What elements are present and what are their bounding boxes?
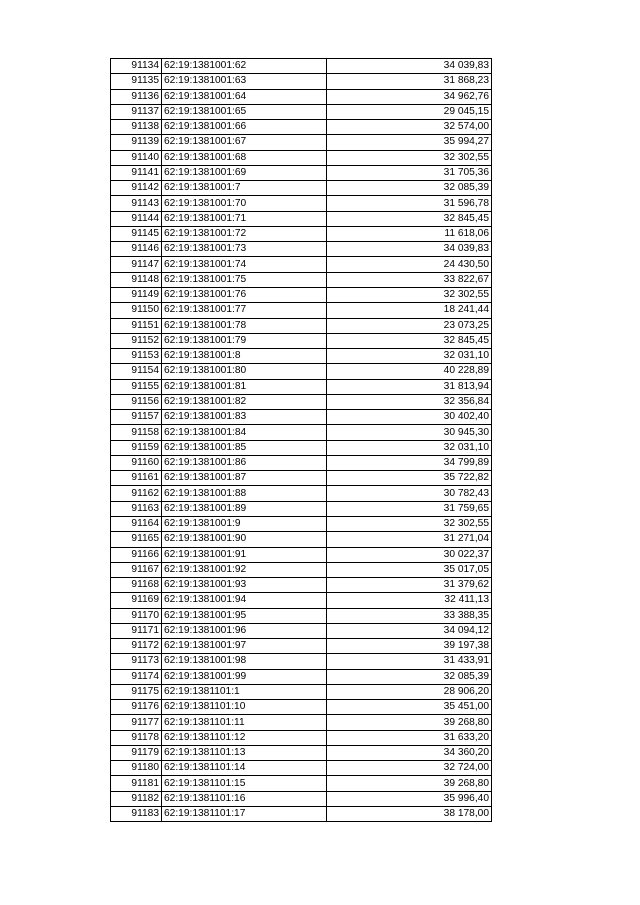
row-number-cell: 91167 xyxy=(111,562,162,577)
cadastral-number-cell: 62:19:1381001:85 xyxy=(162,440,327,455)
table-row xyxy=(111,669,492,684)
row-number-cell: 91159 xyxy=(111,440,162,455)
cadastral-number-cell: 62:19:1381001:92 xyxy=(162,562,327,577)
row-number-cell: 91181 xyxy=(111,776,162,791)
cadastral-value-cell: 29 045,15 xyxy=(327,104,492,119)
cadastral-value-cell: 32 085,39 xyxy=(327,181,492,196)
cadastral-value-cell: 32 031,10 xyxy=(327,349,492,364)
cadastral-value-cell: 30 945,30 xyxy=(327,425,492,440)
cadastral-number-cell: 62:19:1381001:7 xyxy=(162,181,327,196)
row-number-cell: 91163 xyxy=(111,501,162,516)
cadastral-value-cell: 31 868,23 xyxy=(327,74,492,89)
row-number-cell: 91150 xyxy=(111,303,162,318)
cadastral-value-cell: 32 411,13 xyxy=(327,593,492,608)
table-row xyxy=(111,135,492,150)
row-number-cell: 91171 xyxy=(111,623,162,638)
cadastral-value-cell: 31 433,91 xyxy=(327,654,492,669)
row-number-cell: 91174 xyxy=(111,669,162,684)
table-row xyxy=(111,410,492,425)
table-row xyxy=(111,150,492,165)
row-number-cell: 91148 xyxy=(111,272,162,287)
table-row xyxy=(111,471,492,486)
cadastral-number-cell: 62:19:1381001:83 xyxy=(162,410,327,425)
cadastral-number-cell: 62:19:1381101:1 xyxy=(162,684,327,699)
cadastral-value-cell: 32 302,55 xyxy=(327,150,492,165)
row-number-cell: 91152 xyxy=(111,333,162,348)
table-row xyxy=(111,562,492,577)
table-row xyxy=(111,196,492,211)
cadastral-number-cell: 62:19:1381001:74 xyxy=(162,257,327,272)
cadastral-number-cell: 62:19:1381001:66 xyxy=(162,120,327,135)
table-row xyxy=(111,211,492,226)
cadastral-number-cell: 62:19:1381001:71 xyxy=(162,211,327,226)
cadastral-value-cell: 35 996,40 xyxy=(327,791,492,806)
table-row xyxy=(111,684,492,699)
table-row xyxy=(111,181,492,196)
cadastral-number-cell: 62:19:1381101:17 xyxy=(162,807,327,822)
cadastral-number-cell: 62:19:1381001:63 xyxy=(162,74,327,89)
cadastral-number-cell: 62:19:1381001:78 xyxy=(162,318,327,333)
row-number-cell: 91173 xyxy=(111,654,162,669)
cadastral-number-cell: 62:19:1381001:72 xyxy=(162,226,327,241)
cadastral-value-cell: 39 268,80 xyxy=(327,715,492,730)
table-row xyxy=(111,715,492,730)
row-number-cell: 91178 xyxy=(111,730,162,745)
table-row xyxy=(111,593,492,608)
row-number-cell: 91149 xyxy=(111,287,162,302)
row-number-cell: 91154 xyxy=(111,364,162,379)
table-row xyxy=(111,791,492,806)
cadastral-value-cell: 33 822,67 xyxy=(327,272,492,287)
row-number-cell: 91142 xyxy=(111,181,162,196)
table-row xyxy=(111,654,492,669)
cadastral-number-cell: 62:19:1381001:76 xyxy=(162,287,327,302)
row-number-cell: 91146 xyxy=(111,242,162,257)
row-number-cell: 91177 xyxy=(111,715,162,730)
cadastral-number-cell: 62:19:1381101:10 xyxy=(162,700,327,715)
cadastral-number-cell: 62:19:1381001:62 xyxy=(162,59,327,74)
row-number-cell: 91169 xyxy=(111,593,162,608)
table-row xyxy=(111,272,492,287)
table-row xyxy=(111,501,492,516)
cadastral-value-cell: 28 906,20 xyxy=(327,684,492,699)
cadastral-value-cell: 32 356,84 xyxy=(327,394,492,409)
cadastral-number-cell: 62:19:1381001:77 xyxy=(162,303,327,318)
cadastral-value-cell: 38 178,00 xyxy=(327,807,492,822)
cadastral-value-cell: 34 094,12 xyxy=(327,623,492,638)
cadastral-number-cell: 62:19:1381001:8 xyxy=(162,349,327,364)
cadastral-number-cell: 62:19:1381001:95 xyxy=(162,608,327,623)
row-number-cell: 91143 xyxy=(111,196,162,211)
table-row xyxy=(111,532,492,547)
cadastral-value-cell: 32 845,45 xyxy=(327,211,492,226)
table-row xyxy=(111,318,492,333)
cadastral-value-cell: 32 302,55 xyxy=(327,287,492,302)
cadastral-value-cell: 30 022,37 xyxy=(327,547,492,562)
table-row xyxy=(111,242,492,257)
table-row xyxy=(111,730,492,745)
cadastral-number-cell: 62:19:1381001:79 xyxy=(162,333,327,348)
cadastral-value-cell: 35 722,82 xyxy=(327,471,492,486)
cadastral-value-cell: 40 228,89 xyxy=(327,364,492,379)
cadastral-value-cell: 34 039,83 xyxy=(327,242,492,257)
row-number-cell: 91166 xyxy=(111,547,162,562)
cadastral-number-cell: 62:19:1381001:68 xyxy=(162,150,327,165)
cadastral-value-cell: 31 813,94 xyxy=(327,379,492,394)
row-number-cell: 91153 xyxy=(111,349,162,364)
row-number-cell: 91137 xyxy=(111,104,162,119)
cadastral-value-cell: 35 451,00 xyxy=(327,700,492,715)
cadastral-number-cell: 62:19:1381001:73 xyxy=(162,242,327,257)
table-row xyxy=(111,547,492,562)
table-row xyxy=(111,226,492,241)
cadastral-number-cell: 62:19:1381101:16 xyxy=(162,791,327,806)
cadastral-value-cell: 31 271,04 xyxy=(327,532,492,547)
row-number-cell: 91155 xyxy=(111,379,162,394)
cadastral-value-table xyxy=(110,58,492,822)
cadastral-number-cell: 62:19:1381001:9 xyxy=(162,516,327,531)
cadastral-value-cell: 34 799,89 xyxy=(327,455,492,470)
row-number-cell: 91135 xyxy=(111,74,162,89)
cadastral-number-cell: 62:19:1381001:70 xyxy=(162,196,327,211)
cadastral-value-cell: 32 085,39 xyxy=(327,669,492,684)
table-row xyxy=(111,440,492,455)
cadastral-number-cell: 62:19:1381101:14 xyxy=(162,761,327,776)
cadastral-number-cell: 62:19:1381001:88 xyxy=(162,486,327,501)
cadastral-value-cell: 35 994,27 xyxy=(327,135,492,150)
cadastral-value-cell: 23 073,25 xyxy=(327,318,492,333)
row-number-cell: 91141 xyxy=(111,165,162,180)
row-number-cell: 91134 xyxy=(111,59,162,74)
cadastral-number-cell: 62:19:1381101:15 xyxy=(162,776,327,791)
cadastral-value-cell: 34 039,83 xyxy=(327,59,492,74)
table-row xyxy=(111,287,492,302)
table-row xyxy=(111,486,492,501)
cadastral-number-cell: 62:19:1381001:98 xyxy=(162,654,327,669)
cadastral-number-cell: 62:19:1381001:81 xyxy=(162,379,327,394)
row-number-cell: 91136 xyxy=(111,89,162,104)
cadastral-number-cell: 62:19:1381001:89 xyxy=(162,501,327,516)
cadastral-number-cell: 62:19:1381001:69 xyxy=(162,165,327,180)
table-row xyxy=(111,120,492,135)
cadastral-number-cell: 62:19:1381001:87 xyxy=(162,471,327,486)
table-row xyxy=(111,74,492,89)
row-number-cell: 91164 xyxy=(111,516,162,531)
row-number-cell: 91147 xyxy=(111,257,162,272)
table-row xyxy=(111,349,492,364)
cadastral-number-cell: 62:19:1381101:11 xyxy=(162,715,327,730)
cadastral-value-cell: 30 402,40 xyxy=(327,410,492,425)
row-number-cell: 91183 xyxy=(111,807,162,822)
cadastral-value-cell: 32 031,10 xyxy=(327,440,492,455)
cadastral-number-cell: 62:19:1381001:94 xyxy=(162,593,327,608)
table-row xyxy=(111,165,492,180)
cadastral-number-cell: 62:19:1381001:64 xyxy=(162,89,327,104)
row-number-cell: 91175 xyxy=(111,684,162,699)
cadastral-number-cell: 62:19:1381001:90 xyxy=(162,532,327,547)
cadastral-value-cell: 24 430,50 xyxy=(327,257,492,272)
cadastral-value-cell: 39 197,38 xyxy=(327,639,492,654)
table-row xyxy=(111,303,492,318)
cadastral-value-cell: 35 017,05 xyxy=(327,562,492,577)
cadastral-value-cell: 34 360,20 xyxy=(327,745,492,760)
table-row xyxy=(111,776,492,791)
table-body xyxy=(111,59,492,822)
table-row xyxy=(111,333,492,348)
cadastral-value-cell: 32 845,45 xyxy=(327,333,492,348)
table-row xyxy=(111,639,492,654)
row-number-cell: 91182 xyxy=(111,791,162,806)
cadastral-value-cell: 31 705,36 xyxy=(327,165,492,180)
cadastral-value-cell: 18 241,44 xyxy=(327,303,492,318)
table-row xyxy=(111,745,492,760)
cadastral-value-cell: 32 302,55 xyxy=(327,516,492,531)
row-number-cell: 91180 xyxy=(111,761,162,776)
cadastral-number-cell: 62:19:1381101:12 xyxy=(162,730,327,745)
table-row xyxy=(111,89,492,104)
cadastral-value-cell: 32 574,00 xyxy=(327,120,492,135)
cadastral-value-cell: 34 962,76 xyxy=(327,89,492,104)
table-row xyxy=(111,623,492,638)
cadastral-value-cell: 31 633,20 xyxy=(327,730,492,745)
table-row xyxy=(111,700,492,715)
cadastral-number-cell: 62:19:1381101:13 xyxy=(162,745,327,760)
row-number-cell: 91176 xyxy=(111,700,162,715)
cadastral-number-cell: 62:19:1381001:91 xyxy=(162,547,327,562)
cadastral-number-cell: 62:19:1381001:86 xyxy=(162,455,327,470)
row-number-cell: 91151 xyxy=(111,318,162,333)
row-number-cell: 91179 xyxy=(111,745,162,760)
cadastral-number-cell: 62:19:1381001:67 xyxy=(162,135,327,150)
row-number-cell: 91140 xyxy=(111,150,162,165)
row-number-cell: 91145 xyxy=(111,226,162,241)
row-number-cell: 91170 xyxy=(111,608,162,623)
table-row xyxy=(111,608,492,623)
cadastral-number-cell: 62:19:1381001:99 xyxy=(162,669,327,684)
row-number-cell: 91160 xyxy=(111,455,162,470)
cadastral-number-cell: 62:19:1381001:80 xyxy=(162,364,327,379)
table-row xyxy=(111,59,492,74)
cadastral-number-cell: 62:19:1381001:82 xyxy=(162,394,327,409)
cadastral-number-cell: 62:19:1381001:75 xyxy=(162,272,327,287)
row-number-cell: 91158 xyxy=(111,425,162,440)
row-number-cell: 91165 xyxy=(111,532,162,547)
table-row xyxy=(111,761,492,776)
row-number-cell: 91156 xyxy=(111,394,162,409)
row-number-cell: 91157 xyxy=(111,410,162,425)
row-number-cell: 91168 xyxy=(111,578,162,593)
row-number-cell: 91162 xyxy=(111,486,162,501)
table-row xyxy=(111,516,492,531)
cadastral-value-cell: 11 618,06 xyxy=(327,226,492,241)
table-row xyxy=(111,364,492,379)
cadastral-number-cell: 62:19:1381001:97 xyxy=(162,639,327,654)
table-row xyxy=(111,425,492,440)
row-number-cell: 91172 xyxy=(111,639,162,654)
cadastral-value-cell: 30 782,43 xyxy=(327,486,492,501)
table-row xyxy=(111,394,492,409)
cadastral-value-cell: 32 724,00 xyxy=(327,761,492,776)
table-row xyxy=(111,807,492,822)
cadastral-value-cell: 31 596,78 xyxy=(327,196,492,211)
cadastral-number-cell: 62:19:1381001:65 xyxy=(162,104,327,119)
cadastral-value-cell: 31 379,62 xyxy=(327,578,492,593)
cadastral-number-cell: 62:19:1381001:84 xyxy=(162,425,327,440)
row-number-cell: 91144 xyxy=(111,211,162,226)
table-row xyxy=(111,257,492,272)
cadastral-value-cell: 33 388,35 xyxy=(327,608,492,623)
cadastral-value-cell: 31 759,65 xyxy=(327,501,492,516)
cadastral-value-cell: 39 268,80 xyxy=(327,776,492,791)
table-row xyxy=(111,578,492,593)
cadastral-number-cell: 62:19:1381001:93 xyxy=(162,578,327,593)
row-number-cell: 91139 xyxy=(111,135,162,150)
row-number-cell: 91161 xyxy=(111,471,162,486)
table-row xyxy=(111,455,492,470)
cadastral-number-cell: 62:19:1381001:96 xyxy=(162,623,327,638)
row-number-cell: 91138 xyxy=(111,120,162,135)
table-row xyxy=(111,379,492,394)
table-row xyxy=(111,104,492,119)
